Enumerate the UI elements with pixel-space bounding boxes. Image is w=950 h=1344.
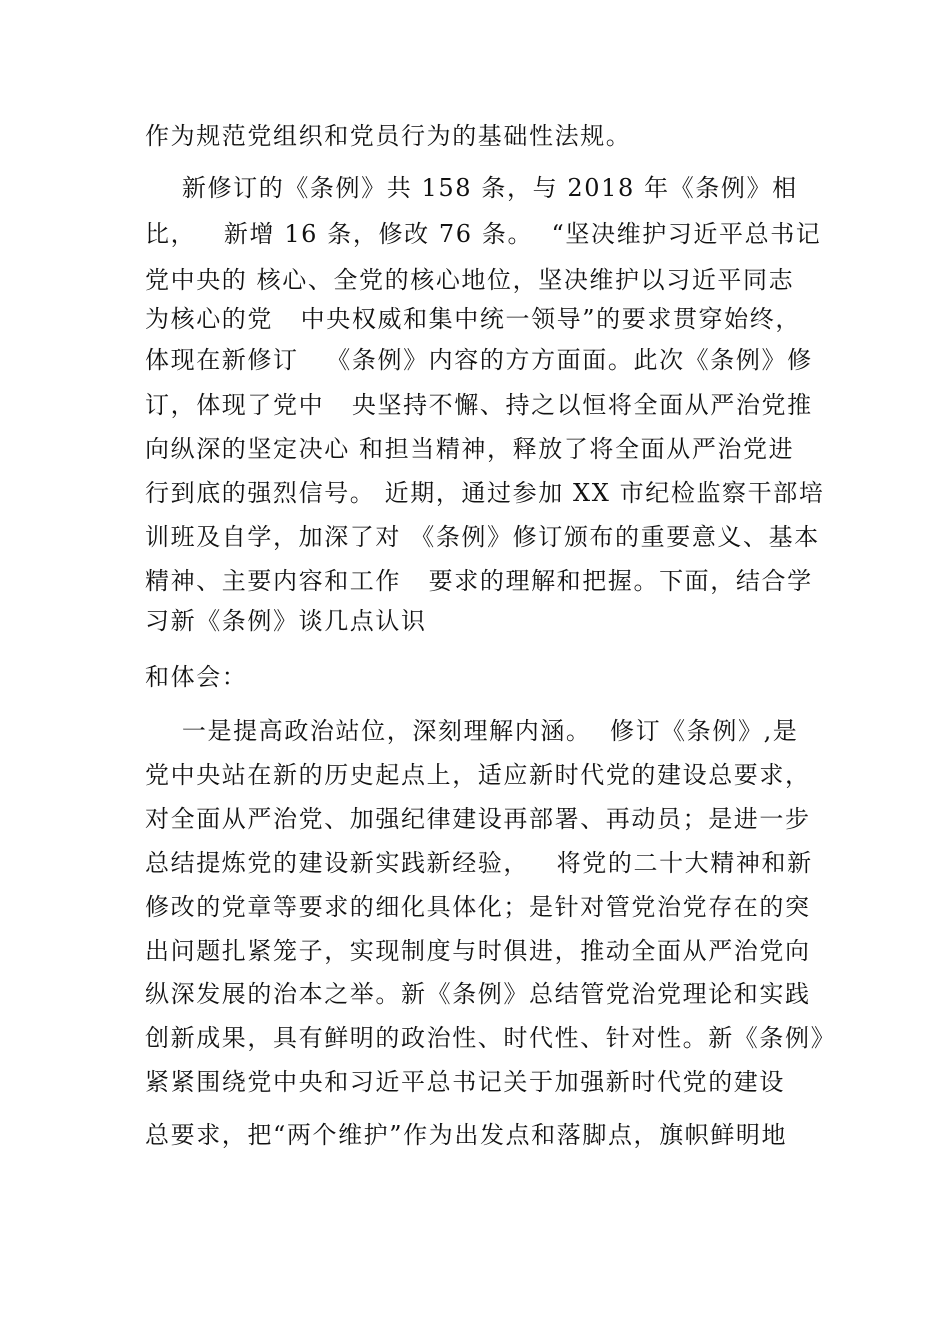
text-line: 新修订的《条例》共 158 条，与 2018 年《条例》相 xyxy=(145,174,798,202)
text-line: 创新成果，具有鲜明的政治性、时代性、针对性。新《条例》 xyxy=(145,1024,837,1052)
text-line: 总要求，把“两个维护”作为出发点和落脚点，旗帜鲜明地 xyxy=(145,1121,788,1149)
text-line: 一是提高政治站位，深刻理解内涵。 修订《条例》,是 xyxy=(145,717,799,745)
text-line: 紧紧围绕党中央和习近平总书记关于加强新时代党的建设 xyxy=(145,1068,785,1096)
text-line: 和体会： xyxy=(145,663,248,691)
text-line: 对全面从严治党、加强纪律建设再部署、再动员；是进一步 xyxy=(145,805,811,833)
text-line: 出问题扎紧笼子，实现制度与时俱进，推动全面从严治党向 xyxy=(145,937,811,965)
text-line: 修改的党章等要求的细化具体化；是针对管党治党存在的突 xyxy=(145,893,811,921)
text-line: 体现在新修订 《条例》内容的方方面面。此次《条例》修 xyxy=(145,346,813,374)
text-line: 精神、主要内容和工作 要求的理解和把握。下面，结合学 xyxy=(145,567,813,595)
text-line: 党中央的 核心、全党的核心地位，坚决维护以习近平同志 xyxy=(145,266,795,294)
text-line: 向纵深的坚定决心 和担当精神，释放了将全面从严治党进 xyxy=(145,435,795,463)
text-line: 比， 新增 16 条，修改 76 条。 “坚决维护习近平总书记 xyxy=(145,220,822,248)
text-line: 作为规范党组织和党员行为的基础性法规。 xyxy=(145,122,632,150)
text-line: 总结提炼党的建设新实践新经验， 将党的二十大精神和新 xyxy=(145,849,813,877)
text-line: 行到底的强烈信号。 近期，通过参加 XX 市纪检监察干部培 xyxy=(145,479,825,507)
text-line: 习新《条例》谈几点认识 xyxy=(145,607,427,635)
text-line: 纵深发展的治本之举。新《条例》总结管党治党理论和实践 xyxy=(145,980,811,1008)
text-line: 训班及自学，加深了对 《条例》修订颁布的重要意义、基本 xyxy=(145,523,820,551)
text-line: 党中央站在新的历史起点上，适应新时代党的建设总要求， xyxy=(145,761,811,789)
text-line: 订，体现了党中 央坚持不懈、持之以恒将全面从严治党推 xyxy=(145,391,813,419)
text-line: 为核心的党 中央权威和集中统一领导”的要求贯穿始终， xyxy=(145,305,801,333)
